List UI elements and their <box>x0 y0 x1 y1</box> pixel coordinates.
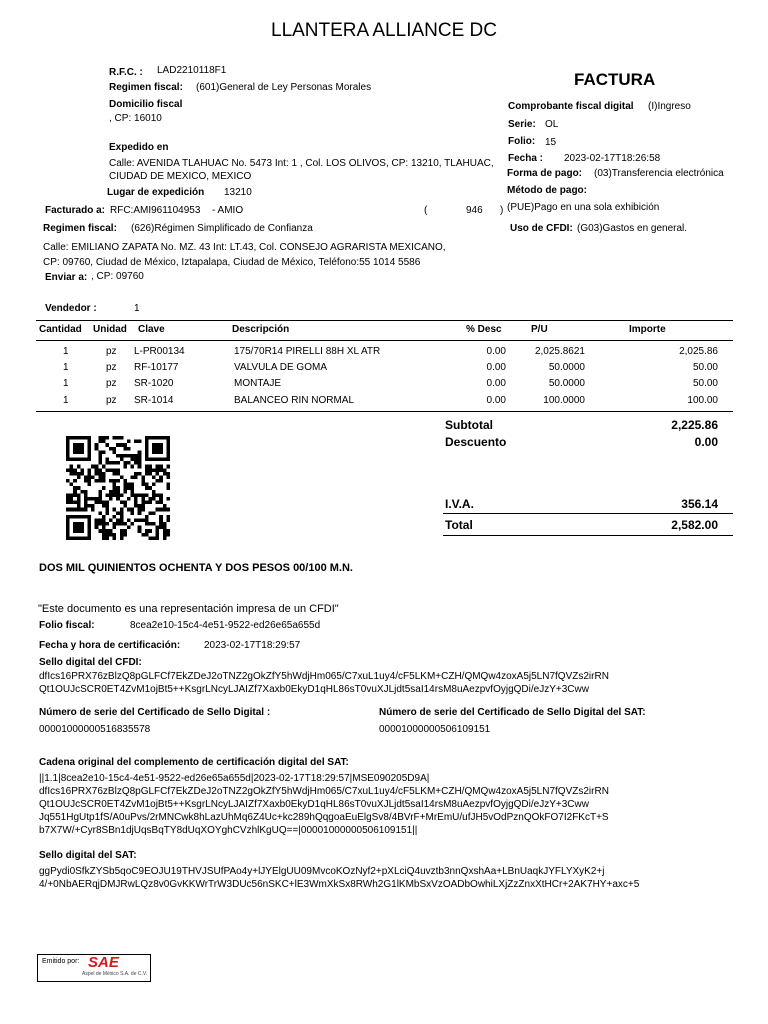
header-cantidad: Cantidad <box>39 324 82 335</box>
issuer-rfc-label: R.F.C. : <box>109 67 143 78</box>
sello-cfdi-line: Qt1OUJcSCR0ET4ZvM1ojBt5++KsgrLNcyLJAIZf7Xaxb0EkyD1qHL86sT0vuXJLjdt5saI14rsM8uAezpvfOyjgQDi/eJzY+3Cww <box>39 684 589 695</box>
descuento-value: 0.00 <box>694 435 718 449</box>
cadena-label: Cadena original del complemento de certificación digital del SAT: <box>39 757 349 768</box>
uso-cfdi-value: (G03)Gastos en general. <box>577 223 688 234</box>
header-pu: P/U <box>531 324 548 335</box>
row-cantidad: 1 <box>63 378 69 389</box>
cadena-line: ||1.1|8cea2e10-15c4-4e51-9522-ed26e65a655d|2023-02-17T18:29:57|MSE090205D9A| <box>39 773 430 784</box>
row-unidad: pz <box>106 346 117 357</box>
forma-pago-label: Forma de pago: <box>507 168 583 179</box>
client-address-line2: CP: 09760, Ciudad de México, Iztapalapa, Ciudad de México, Teléfono:55 1014 5586 <box>43 257 421 268</box>
facturado-name: - AMIO <box>212 205 244 216</box>
issuer-rfc-value: LAD2210118F1 <box>157 65 227 76</box>
uso-cfdi-label: Uso de CFDI: <box>510 223 573 234</box>
table-bottom-rule <box>36 411 733 412</box>
row-importe: 50.00 <box>692 378 718 389</box>
sae-logo-caption: Aspel de México S.A. de C.V. <box>82 971 148 977</box>
row-descripcion: MONTAJE <box>234 378 282 389</box>
row-cantidad: 1 <box>63 346 69 357</box>
iva-value: 356.14 <box>681 497 718 511</box>
enviar-label: Enviar a: <box>45 272 88 283</box>
client-address-line1: Calle: EMILIANO ZAPATA No. MZ. 43 Int: LT.43, Col. CONSEJO AGRARISTA MEXICANO, <box>43 242 446 253</box>
row-descripcion: 175/70R14 PIRELLI 88H XL ATR <box>234 346 381 357</box>
row-clave: L-PR00134 <box>134 346 185 357</box>
issuer-domicilio-value: , CP: 16010 <box>109 113 162 124</box>
row-desc: 0.00 <box>486 395 506 406</box>
serie-label: Serie: <box>508 119 536 130</box>
row-descripcion: VALVULA DE GOMA <box>234 362 327 373</box>
cadena-line: Qt1OUJcSCR0ET4ZvM1ojBt5++KsgrLNcyLJAIZf7Xaxb0EkyD1qHL86sT0vuXJLjdt5saI14rsM8uAezpvfOyjgQDi/eJzY+3Cww <box>39 799 589 810</box>
descuento-label: Descuento <box>445 435 507 449</box>
header-clave: Clave <box>138 324 165 335</box>
issuer-domicilio-label: Domicilio fiscal <box>109 99 183 110</box>
vendedor-value: 1 <box>134 303 140 314</box>
issuer-expedido-line2: CIUDAD DE MEXICO, MEXICO <box>109 171 252 182</box>
row-importe: 2,025.86 <box>679 346 718 357</box>
header-unidad: Unidad <box>93 324 127 335</box>
folio-value: 15 <box>545 137 557 148</box>
enviar-value: , CP: 09760 <box>91 271 144 282</box>
qr-code-icon <box>66 436 170 540</box>
metodo-pago-value: (PUE)Pago en una sola exhibición <box>507 202 660 213</box>
row-pu: 50.0000 <box>548 378 585 389</box>
cert-date-label: Fecha y hora de certificación: <box>39 640 181 651</box>
cert-sat-label: Número de serie del Certificado de Sello Digital del SAT: <box>379 707 646 718</box>
sello-cfdi-line: dfIcs16PRX76zBlzQ8pGLFCf7EkZDeJ2oTNZ2gOkZfY5hWdjHm065/C7xuL1uy4/cF5LKM+CZH/QMQw4zoxA5j5LN7fQVZs2irRN <box>39 671 609 682</box>
cert-date-value: 2023-02-17T18:29:57 <box>204 640 301 651</box>
row-unidad: pz <box>106 362 117 373</box>
sello-sat-line: 4/+0NbAERqjDMJRwLQz8v0GvKKWrTrW3DUc56nSKC+lE3WmXkSx8RWh2G1lKMbSxVzOADbOwhiLXjZzZnxXtHCr+2AK7HY+axc+5 <box>39 879 640 890</box>
sello-cfdi-label: Sello digital del CFDI: <box>39 657 142 668</box>
sae-logo: SAE <box>88 954 119 971</box>
issuer-lugar-label: Lugar de expedición <box>107 187 205 198</box>
serie-value: OL <box>545 119 559 130</box>
row-desc: 0.00 <box>486 378 506 389</box>
table-header-rule <box>36 340 733 341</box>
cert-sat-value: 00001000000506109151 <box>379 724 491 735</box>
iva-label: I.V.A. <box>445 497 474 511</box>
row-importe: 100.00 <box>687 395 718 406</box>
folio-label: Folio: <box>508 136 536 147</box>
folio-fiscal-value: 8cea2e10-15c4-4e51-9522-ed26e65a655d <box>130 620 321 631</box>
vendedor-label: Vendedor : <box>45 303 97 314</box>
issuer-regimen-value: (601)General de Ley Personas Morales <box>196 82 372 93</box>
sello-sat-label: Sello digital del SAT: <box>39 850 137 861</box>
fecha-value: 2023-02-17T18:26:58 <box>564 153 661 164</box>
table-top-rule <box>36 320 733 321</box>
issuer-regimen-label: Regimen fiscal: <box>109 82 183 93</box>
row-unidad: pz <box>106 378 117 389</box>
client-number: 946 <box>466 205 483 216</box>
company-title: LLANTERA ALLIANCE DC <box>271 20 497 41</box>
row-cantidad: 1 <box>63 395 69 406</box>
row-importe: 50.00 <box>692 362 718 373</box>
cadena-line: Jq551HgUtp1fS/A0uPvs/2rMNCwk8hLazUhMq6Z4Uc+kc289hQqgoaEuElgSv8/4BVrF+MrEmU/ufJH5vOdPznQOkFO7I2FKcT+S <box>39 812 609 823</box>
emitido-por-label: Emitido por: <box>42 958 80 965</box>
row-cantidad: 1 <box>63 362 69 373</box>
row-pu: 50.0000 <box>548 362 585 373</box>
total-value: 2,582.00 <box>671 518 718 532</box>
row-clave: RF-10177 <box>134 362 179 373</box>
cadena-line: dfIcs16PRX76zBlzQ8pGLFCf7EkZDeJ2oTNZ2gOkZfY5hWdjHm065/C7xuL1uy4/cF5LKM+CZH/QMQw4zoxA5j5LN7fQVZs2irRN <box>39 786 609 797</box>
subtotal-value: 2,225.86 <box>671 418 718 432</box>
facturado-label: Facturado a: <box>45 205 106 216</box>
cadena-line: b7X7W/+Cyr8SBn1djUqsBqTY8dUqXOYghCVzhlKgUQ==|00001000000506109151|| <box>39 825 418 836</box>
document-type-title: FACTURA <box>574 70 656 89</box>
client-paren-close: ) <box>500 205 504 216</box>
fecha-label: Fecha : <box>508 153 544 164</box>
amount-in-words: DOS MIL QUINIENTOS OCHENTA Y DOS PESOS 00/100 M.N. <box>39 562 353 574</box>
forma-pago-value: (03)Transferencia electrónica <box>594 168 724 179</box>
issuer-expedido-line1: Calle: AVENIDA TLAHUAC No. 5473 Int: 1 , Col. LOS OLIVOS, CP: 13210, TLAHUAC, <box>109 158 494 169</box>
header-desc: % Desc <box>466 324 502 335</box>
total-label: Total <box>445 518 473 532</box>
metodo-pago-label: Método de pago: <box>507 185 587 196</box>
client-paren-open: ( <box>424 205 428 216</box>
cfdi-representation-note: "Este documento es una representación impresa de un CFDI" <box>38 603 339 615</box>
sello-sat-line: ggPydi0SfkZYSb5qoC9EOJU19THVJSUfPAo4y+lJYElgUU09MvcoKOzNyf2+pXLciQ4uvztb3nnQxshAa+LBnUaqkJYFLYXyK2+j <box>39 866 605 877</box>
total-top-rule <box>443 513 733 514</box>
row-clave: SR-1020 <box>134 378 174 389</box>
comprobante-label: Comprobante fiscal digital <box>508 101 634 112</box>
row-descripcion: BALANCEO RIN NORMAL <box>234 395 355 406</box>
header-descripcion: Descripción <box>232 324 290 335</box>
cert-serie-value: 00001000000516835578 <box>39 724 151 735</box>
row-clave: SR-1014 <box>134 395 174 406</box>
emitido-por-box <box>37 954 151 982</box>
subtotal-label: Subtotal <box>445 418 493 432</box>
header-importe: Importe <box>629 324 666 335</box>
row-pu: 2,025.8621 <box>534 346 585 357</box>
folio-fiscal-label: Folio fiscal: <box>39 620 95 631</box>
cert-serie-label: Número de serie del Certificado de Sello Digital : <box>39 707 271 718</box>
row-pu: 100.0000 <box>543 395 585 406</box>
row-desc: 0.00 <box>486 346 506 357</box>
client-regimen-label: Regimen fiscal: <box>43 223 117 234</box>
client-regimen-value: (626)Régimen Simplificado de Confianza <box>131 223 313 234</box>
total-bottom-rule <box>443 535 733 536</box>
facturado-rfc: RFC:AMI961104953 <box>110 205 201 216</box>
row-unidad: pz <box>106 395 117 406</box>
comprobante-value: (I)Ingreso <box>648 101 691 112</box>
issuer-expedido-label: Expedido en <box>109 142 169 153</box>
issuer-lugar-value: 13210 <box>224 187 252 198</box>
row-desc: 0.00 <box>486 362 506 373</box>
